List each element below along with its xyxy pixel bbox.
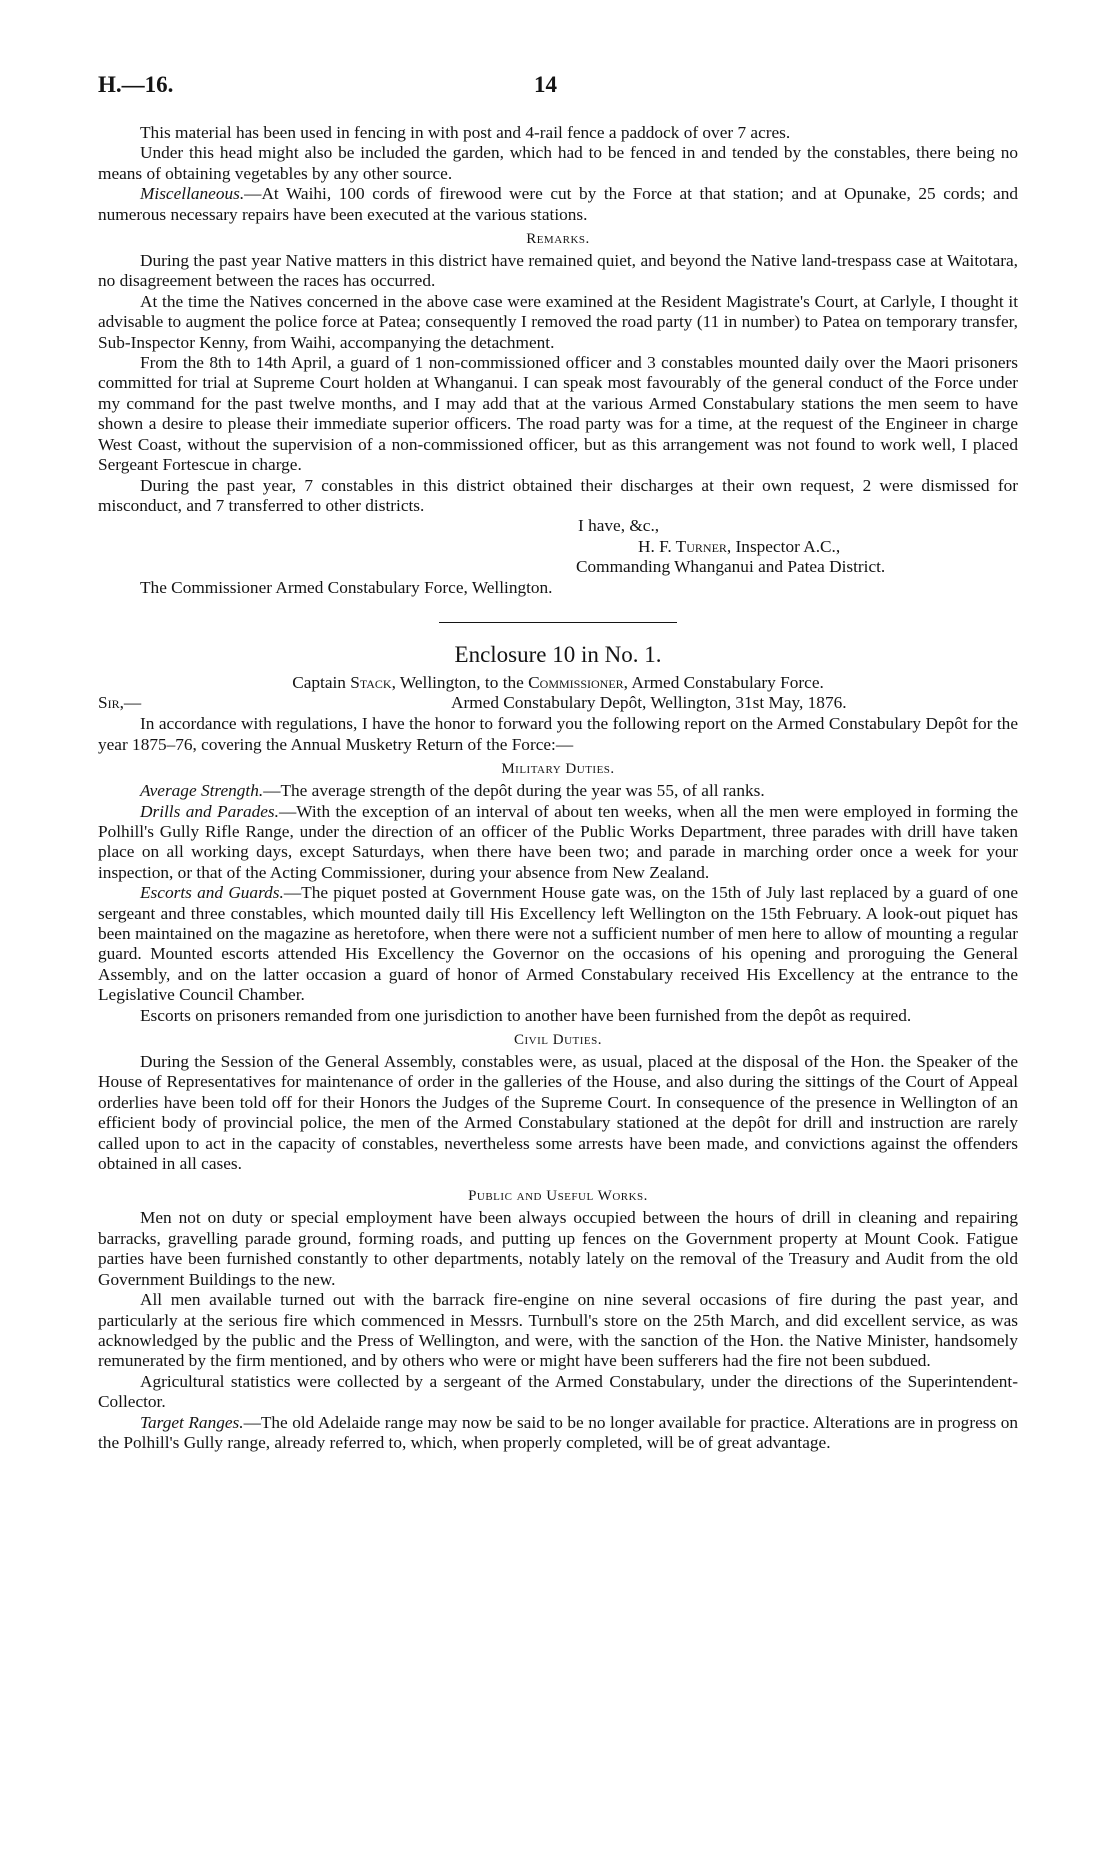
closing: I have, &c., (578, 516, 660, 536)
paragraph: In accordance with regulations, I have the honor to forward you the following report on the Armed Constabulary Depôt for the year 1875–76, covering the Annual Musketry Return of the Force:— (98, 714, 1018, 754)
paragraph: During the past year, 7 constables in this district obtained their discharges at their own request, 2 were dismissed for misconduct, and 7 transferred to other districts. (98, 475, 1018, 515)
paragraph (98, 883, 1018, 1005)
from-to-text: , Wellington, to the (391, 672, 529, 692)
salutation: Sir,— (98, 693, 142, 713)
paragraph-text: —The average strength of the depôt during the year was 55, of all ranks. (263, 781, 765, 801)
paragraph: All men available turned out with the barrack fire-engine on nine several occasions of fire during the past year, and particularly at the serious fire which commenced in Messrs. Turnbull's store on the 25th March, and did excellent service, as was acknowledged by the public and the Press of Wellington, and were, with the sanction of the Hon. the Native Minister, handsomely remunerated by the firm mentioned, and by others who were or might have been sufferers had the fire not been subdued. (98, 1290, 1018, 1371)
paragraph: Escorts on prisoners remanded from one jurisdiction to another have been furnished from the depôt as required. (140, 1005, 912, 1025)
place-date: Armed Constabulary Depôt, Wellington, 31st May, 1876. (451, 693, 847, 713)
signature (638, 537, 1018, 557)
paragraph (98, 1413, 1018, 1454)
recipient-name: Commissioner (528, 672, 624, 692)
paragraph-text: —The piquet posted at Government House gate was, on the 15th of July last replaced by a guard of one sergeant and three constables, which mounted daily till His Excellency left Wellington on the 15th February. A look-out piquet has been maintained on the magazine as heretofore, when there were not a sufficient number of men here to allow of mounting a regular guard. Mounted escorts attended His Excellency the Governor on the occasions of his opening and proroguing the General Assembly, and on the latter occasion a guard of honor of Armed Constabulary received His Excellency at the entrance to the Legislative Council Chamber. (98, 883, 1018, 1005)
sender-name: Stack (350, 672, 392, 692)
spacer (98, 1174, 1018, 1182)
paragraph-text: —At Waihi, 100 cords of firewood were cut by the Force at that station; and at Opunake, 25 cords; and numerous necessary repairs have been executed at the various stations. (98, 184, 1018, 224)
run-in-heading: Drills and Parades. (140, 801, 279, 821)
run-in-heading: Escorts and Guards. (140, 883, 284, 903)
section-heading: Civil Duties. (514, 1032, 602, 1049)
run-in-heading: Average Strength. (140, 781, 264, 801)
run-in-heading: Target Ranges. (140, 1412, 244, 1432)
paragraph: Men not on duty or special employment have been always occupied between the hours of drill in cleaning and repairing barracks, gravelling parade ground, forming roads, and putting up fences on the Government property at Mount Cook. Fatigue parties have been furnished constantly to other departments, notably lately on the removal of the Treasury and Audit from the old Government Buildings to the new. (98, 1208, 1018, 1289)
section-heading: Public and Useful Works. (468, 1188, 648, 1205)
from-to-text: Captain (292, 672, 351, 692)
page-header (98, 72, 1016, 102)
signatory-title: , Inspector A.C., (726, 536, 841, 556)
paragraph (98, 802, 1018, 884)
paragraph-text: —The old Adelaide range may now be said to be no longer available for practice. Alterations are in progress on the Polhill's Gully range, already referred to, which, when properly completed, will be of great advantage. (98, 1412, 1018, 1452)
section-divider (439, 622, 677, 623)
run-in-heading: Miscellaneous. (140, 184, 245, 204)
enclosure-title: Enclosure 10 in No. 1. (454, 641, 662, 667)
paragraph: During the past year Native matters in this district have remained quiet, and beyond the Native land-trespass case at Waitotara, no disagreement between the races has occurred. (98, 251, 1018, 291)
paragraph-text: —With the exception of an interval of about ten weeks, when all the men were employed in forming the Polhill's Gully Rifle Range, under the direction of an officer of the Public Works Department, three parades with drill have taken place on all working days, except Saturdays, when there have been two; and parade in marching order once a week for your inspection, or that of the Acting Commissioner, during your absence from New Zealand. (98, 801, 1018, 882)
page-body (98, 123, 1018, 1453)
report-reference: H.—16. (98, 72, 174, 97)
paragraph (98, 184, 1018, 225)
paragraph: During the Session of the General Assembly, constables were, as usual, placed at the disposal of the Hon. the Speaker of the House of Representatives for maintenance of order in the galleries of the House, and also during the sittings of the Court of Appeal orderlies have been told off for their Honors the Judges of the Supreme Court. In consequence of the presence in Wellington of an efficient body of provincial police, the men of the Armed Constabulary stationed at the depôt for drill and instruction are rarely called upon to act in the capacity of constables, nevertheless some arrests have been made, and convictions against the offenders obtained in all cases. (98, 1052, 1018, 1174)
enclosure-from-to (98, 673, 1018, 693)
paragraph: At the time the Natives concerned in the above case were examined at the Resident Magistrate's Court, at Carlyle, I thought it advisable to augment the police force at Patea; consequently I removed the road party (11 in number) to Patea on temporary transfer, Sub-Inspector Kenny, from Waihi, accompanying the detachment. (98, 291, 1018, 352)
signatory-name: H. F. Turner (638, 536, 727, 556)
section-heading: Remarks. (526, 231, 590, 248)
salutation-line (98, 693, 1018, 714)
from-to-text: , Armed Constabulary Force. (623, 672, 824, 692)
paragraph: This material has been used in fencing in with post and 4-rail fence a paddock of over 7 acres. (140, 123, 791, 142)
signatory-command: Commanding Whanganui and Patea District. (576, 557, 886, 577)
page-number: 14 (534, 72, 557, 97)
paragraph: Under this head might also be included the garden, which had to be fenced in and tended by the constables, there being no means of obtaining vegetables by any other source. (98, 143, 1018, 183)
paragraph (98, 781, 1018, 801)
addressee: The Commissioner Armed Constabulary Force, Wellington. (140, 577, 553, 597)
paragraph: From the 8th to 14th April, a guard of 1 non-commissioned officer and 3 constables mounted daily over the Maori prisoners committed for trial at Supreme Court holden at Whanganui. I can speak most favourably of the general conduct of the Force under my command for the past twelve months, and I may add that at the various Armed Constabulary stations the men seem to have shown a desire to please their immediate superior officers. The road party was for a time, at the request of the Engineer in charge West Coast, without the supervision of a non-commissioned officer, but as this arrangement was not found to work well, I placed Sergeant Fortescue in charge. (98, 353, 1018, 475)
section-heading: Military Duties. (501, 761, 615, 778)
paragraph: Agricultural statistics were collected by a sergeant of the Armed Constabulary, under the directions of the Superintendent-Collector. (98, 1371, 1018, 1412)
